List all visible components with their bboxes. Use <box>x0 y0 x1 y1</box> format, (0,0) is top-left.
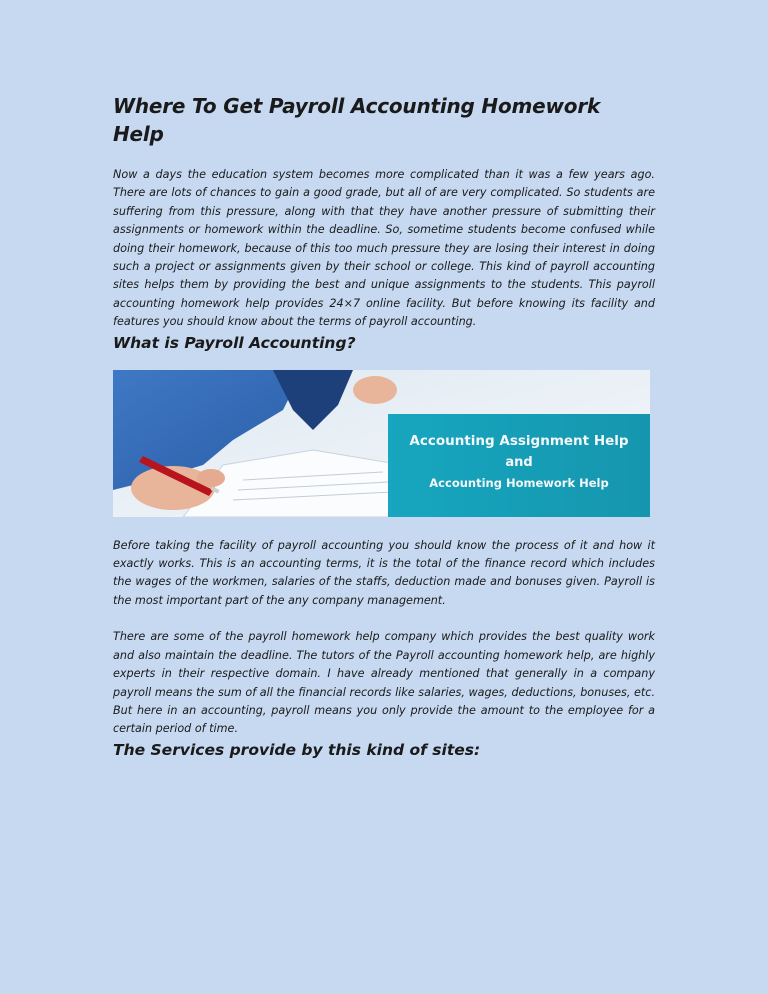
document-body <box>113 92 655 761</box>
payroll-company-paragraph: There are some of the payroll homework help company which provides the best quality work and also maintain the deadline. The tutors of the Payroll accounting homework help, are highly experts in their respective domain. I have already mentioned that generally in a company payroll means the sum of all the financial records like salaries, wages, deductions, bonuses, etc. But here in an accounting, payroll means you only provide the amount to the employee for a certain period of time. <box>113 630 655 736</box>
banner-line-2: and <box>505 454 533 470</box>
payroll-process-paragraph: Before taking the facility of payroll accounting you should know the process of it and how it exactly works. This is an accounting terms, it is the total of the finance record which includes the wages of the workmen, salaries of the staffs, deduction made and bonuses given. Payroll is the most important part of the any company management. <box>113 538 655 607</box>
section-heading-services: The Services provide by this kind of sites: <box>113 740 481 759</box>
accounting-help-banner-image <box>113 370 650 517</box>
section-heading-payroll-accounting: What is Payroll Accounting? <box>113 333 356 352</box>
banner-illustration <box>113 370 650 517</box>
banner-line-3: Accounting Homework Help <box>429 475 609 490</box>
banner-line-1: Accounting Assignment Help <box>409 432 629 449</box>
intro-paragraph: Now a days the education system becomes more complicated than it was a few years ago. There are lots of chances to gain a good grade, but all of are very complicated. So students are suffering from this pressure, along with that they have another pressure of submitting their assignments or homework within the deadline. So, sometime students become confused while doing their homework, because of this too much pressure they are losing their interest in doing such a project or assignments given by their school or college. This kind of payroll accounting sites helps them by providing the best and unique assignments to the students. This payroll accounting homework help provides 24×7 online facility. But before knowing its facility and features you should know about the terms of payroll accounting. <box>113 168 655 329</box>
document-title: Where To Get Payroll Accounting Homework Help <box>113 94 601 146</box>
